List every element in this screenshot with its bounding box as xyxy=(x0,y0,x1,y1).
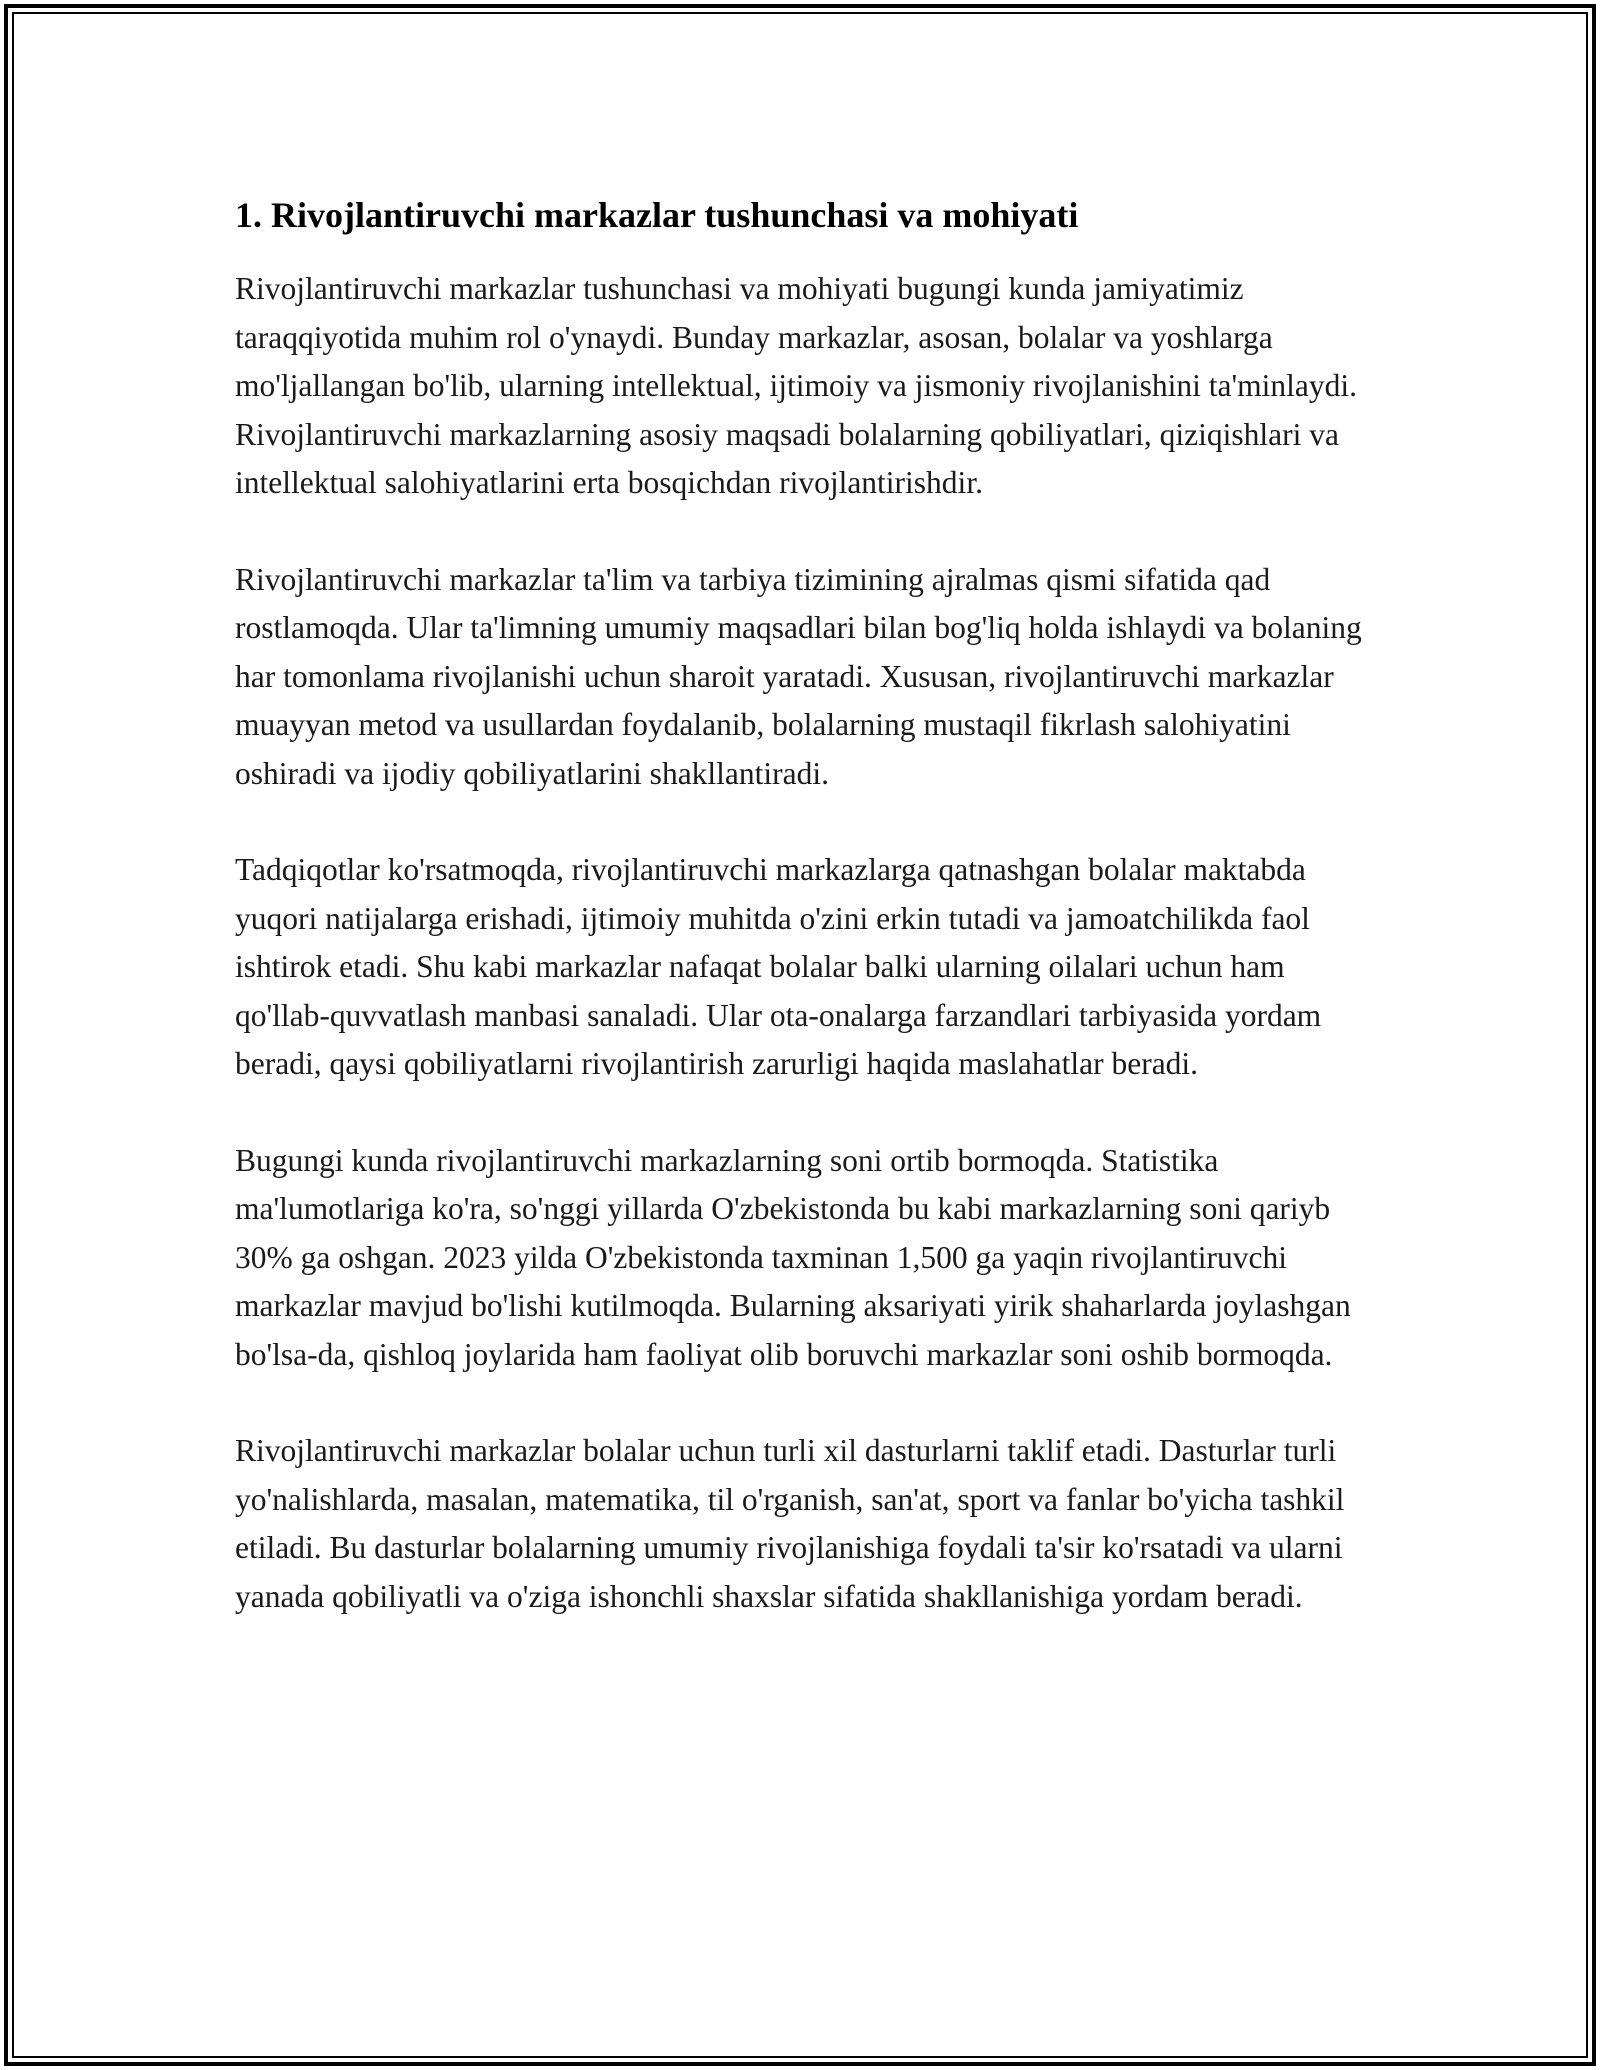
paragraph-2: Rivojlantiruvchi markazlar ta'lim va tarbiya tizimining ajralmas qismi sifatida qad rostlamoqda. Ular ta'limning umumiy maqsadlari bilan bog'liq holda ishlaydi va bolaning har tomonlama rivojlanishi uchun sharoit yaratadi. Xususan, rivojlantiruvchi markazlar muayyan metod va usullardan foydalanib, bolalarning mustaqil fikrlash salohiyatini oshiradi va ijodiy qobiliyatlarini shakllantiradi. xyxy=(235,561,1362,791)
paragraph-5: Rivojlantiruvchi markazlar bolalar uchun turli xil dasturlarni taklif etadi. Dasturlar turli yo'nalishlarda, masalan, matematika, til o'rganish, san'at, sport va fanlar bo'yicha tashkil etiladi. Bu dasturlar bolalarning umumiy rivojlanishiga foydali ta'sir ko'rsatadi va ularni yanada qobiliyatli va o'ziga ishonchli shaxslar sifatida shakllanishiga yordam beradi. xyxy=(235,1433,1345,1614)
paragraph-4: Bugungi kunda rivojlantiruvchi markazlarning soni ortib bormoqda. Statistika ma'lumotlariga ko'ra, so'nggi yillarda O'zbekistonda bu kabi markazlarning soni qariyb 30% ga oshgan. 2023 yilda O'zbekistonda taxminan 1,500 ga yaqin rivojlantiruvchi markazlar mavjud bo'lishi kutilmoqda. Bularning aksariyati yirik shaharlarda joylashgan bo'lsa-da, qishloq joylarida ham faoliyat olib boruvchi markazlar soni oshib bormoqda. xyxy=(235,1142,1351,1372)
document-body xyxy=(235,187,1375,1621)
paragraph-1: Rivojlantiruvchi markazlar tushunchasi va mohiyati bugungi kunda jamiyatimiz taraqqiyotida muhim rol o'ynaydi. Bunday markazlar, asosan, bolalar va yoshlarga mo'ljallangan bo'lib, ularning intellektual, ijtimoiy va jismoniy rivojlanishini ta'minlaydi. Rivojlantiruvchi markazlarning asosiy maqsadi bolalarning qobiliyatlari, qiziqishlari va intellektual salohiyatlarini erta bosqichdan rivojlantirishdir. xyxy=(235,271,1358,500)
paragraph-3: Tadqiqotlar ko'rsatmoqda, rivojlantiruvchi markazlarga qatnashgan bolalar maktabda yuqori natijalarga erishadi, ijtimoiy muhitda o'zini erkin tutadi va jamoatchilikda faol ishtirok etadi. Shu kabi markazlar nafaqat bolalar balki ularning oilalari uchun ham qo'llab-quvvatlash manbasi sanaladi. Ular ota-onalarga farzandlari tarbiyasida yordam beradi, qaysi qobiliyatlarni rivojlantirish zarurligi haqida maslahatlar beradi. xyxy=(235,852,1322,1081)
section-heading: 1. Rivojlantiruvchi markazlar tushunchasi va mohiyati xyxy=(235,195,1079,235)
